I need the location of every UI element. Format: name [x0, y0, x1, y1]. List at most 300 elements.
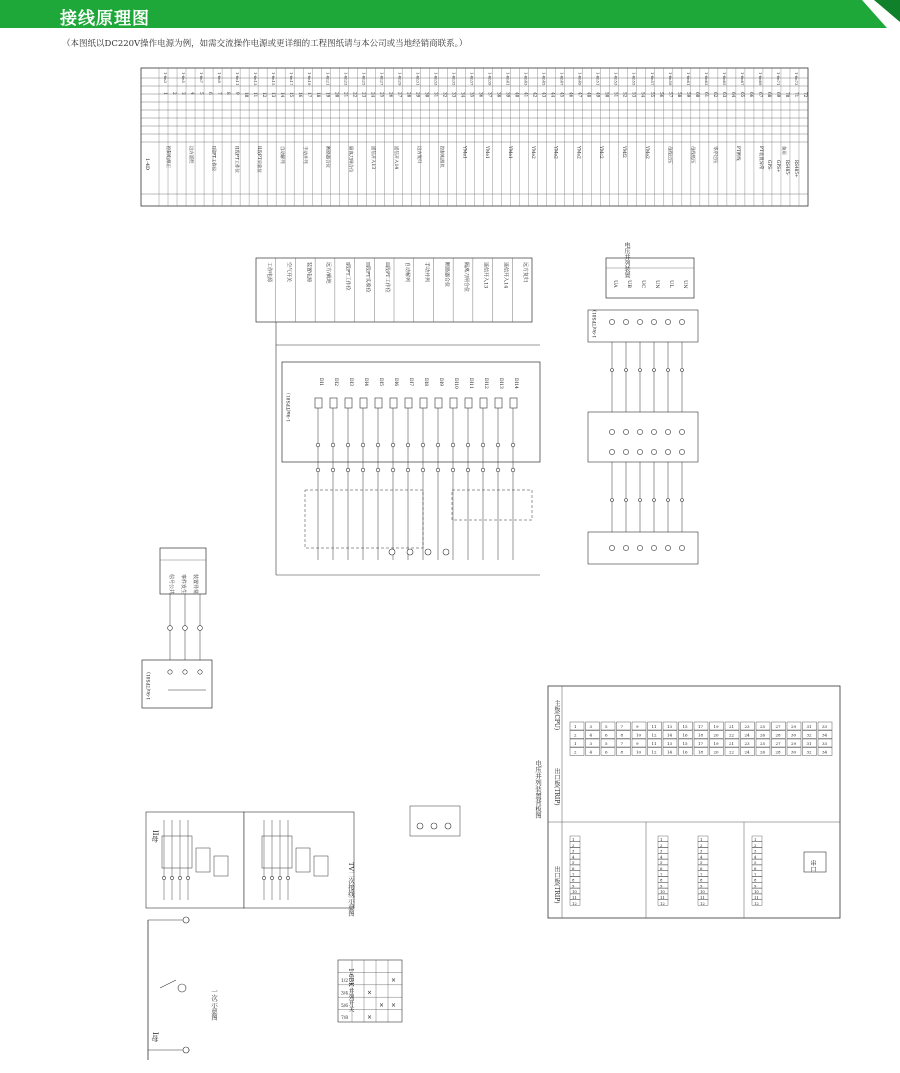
di-terminal	[361, 468, 365, 472]
terminal-number: 18	[316, 92, 322, 98]
terminal-number: 57	[667, 92, 673, 98]
terminal-group-label: YMe2	[575, 146, 581, 159]
terminal-number: 23	[361, 92, 367, 98]
ac-terminal-no: 15	[682, 741, 688, 746]
di-terminal	[436, 443, 440, 447]
terminal-group-label: 母线低压	[689, 146, 695, 164]
ac-terminal-no: 10	[636, 749, 642, 755]
di-input-label: DI9	[438, 378, 443, 387]
terminal-cell-no: 7	[754, 871, 757, 877]
ac-terminal-no: 31	[806, 741, 812, 746]
ac-terminal-no: 29	[791, 741, 797, 746]
terminal-number: 5	[199, 92, 205, 95]
terminal-number: 39	[505, 92, 511, 98]
di-terminal	[361, 443, 365, 447]
ac-terminal	[665, 429, 670, 434]
ac-terminal-no: 29	[791, 724, 797, 729]
ac-terminal-no: 18	[698, 732, 704, 738]
di-header-label: 远方/就地	[325, 262, 331, 284]
terminal-cell-no: 8	[660, 877, 663, 883]
di-input-label: DI12	[483, 378, 488, 389]
di-switch-contact	[443, 549, 449, 555]
terminal-bottom-label: GPS-	[767, 160, 772, 171]
terminal-code: 1-6n45	[541, 72, 547, 86]
di-switch-contact	[407, 549, 413, 555]
terminal-number: 46	[568, 92, 574, 98]
terminal-number: 54	[640, 92, 646, 98]
ac-module-label: 1-9n(TPS81)	[593, 310, 598, 338]
signal-module-box	[142, 660, 212, 708]
terminal-cell-no: 11	[700, 895, 705, 900]
terminal-cell-no: 7	[572, 871, 575, 877]
terminal-code: 1-6n35	[451, 72, 457, 86]
terminal-number: 14	[280, 92, 286, 98]
ac-terminal-no: 12	[651, 749, 657, 755]
ac-node	[625, 499, 628, 502]
terminal-cell-no: 11	[754, 895, 759, 900]
di-terminal	[481, 468, 485, 472]
terminal-number: 52	[622, 92, 628, 98]
ac-terminal	[637, 545, 642, 550]
ac-terminal-no: 4	[589, 749, 593, 755]
ac-terminal-no: 25	[760, 741, 766, 746]
ac-header-label: UL	[668, 280, 674, 288]
terminal-group-label: YMc2	[598, 146, 604, 159]
ac-node	[639, 499, 642, 502]
di-terminal	[391, 443, 395, 447]
ac-terminal-no: 1	[574, 724, 577, 729]
terminal-code: 1-6n15	[271, 72, 277, 86]
di-header-label: 工作电源	[265, 262, 272, 283]
terminal-number: 11	[253, 92, 259, 98]
di-terminal	[496, 443, 500, 447]
terminal-number: 61	[703, 92, 709, 98]
ac-node	[611, 499, 614, 502]
terminal-number: 10	[244, 92, 250, 98]
right-col3: 出口板(TRIP)	[553, 768, 560, 806]
terminal-number: 53	[631, 92, 637, 98]
ac-terminal	[665, 449, 670, 454]
terminal-number: 28	[406, 92, 412, 98]
terminal-group-label: PT断线	[735, 146, 740, 161]
di-header-label: II段PT实验位	[364, 262, 371, 293]
terminal-group-label: 零序过压	[712, 146, 718, 164]
ac-terminal-no: 33	[822, 741, 828, 746]
terminal-number: 17	[307, 92, 313, 98]
terminal-cell-no: 4	[660, 854, 663, 860]
di-terminal	[346, 468, 350, 472]
ac-terminal-no: 34	[822, 732, 828, 738]
ac-terminal-no: 19	[713, 741, 719, 746]
terminal-number: 12	[262, 92, 268, 98]
di-header-label: 手动并列	[423, 262, 430, 283]
di-terminal	[511, 468, 515, 472]
terminal-group-label: 遥信开入13	[370, 146, 376, 170]
terminal-cell-no: 12	[700, 900, 705, 906]
ac-terminal	[609, 319, 614, 324]
terminal-cell-no: 2	[754, 842, 757, 848]
terminal-group-label: 备用	[780, 146, 786, 155]
ac-terminal	[651, 449, 656, 454]
terminal-number: 29	[415, 92, 421, 98]
terminal-number: 55	[649, 92, 655, 98]
right-marker: 串口	[809, 860, 816, 872]
terminal-cell-no: 2	[700, 842, 703, 848]
ac-terminal-no: 21	[729, 724, 735, 729]
terminal-code: 1-6n41	[505, 72, 511, 86]
bus1-label: I母	[151, 1032, 159, 1042]
terminal-group-label: YMf2	[621, 146, 626, 158]
di-terminal	[421, 443, 425, 447]
terminal-cell-no: 7	[700, 871, 703, 877]
terminal-group-label: 断路器合位	[324, 146, 330, 168]
ac-terminal-no: 11	[651, 741, 657, 746]
terminal-number: 43	[541, 92, 547, 98]
di-terminal	[421, 468, 425, 472]
terminal-code: 1-6n13	[253, 72, 259, 86]
pt-terminal	[178, 876, 181, 879]
terminal-group-label: YMe1	[484, 146, 490, 159]
terminal-code: 1-6n9	[217, 72, 223, 83]
terminal-cell-no: 3	[572, 848, 575, 854]
terminal-number: 40	[514, 92, 520, 98]
terminal-cell-no: 7	[660, 871, 663, 877]
terminal-number: 69	[775, 92, 781, 98]
ac-terminal	[623, 545, 628, 550]
terminal-cell-no: 3	[754, 848, 757, 854]
terminal-cell-no: 6	[754, 866, 757, 871]
terminal-cell-no: 6	[700, 866, 703, 871]
switch-contact	[445, 823, 451, 829]
terminal-code: 1-6n71	[775, 72, 781, 86]
di-terminal	[451, 443, 455, 447]
di-header-label: 隔离刀闸合位	[463, 262, 469, 293]
ac-terminal-no: 24	[744, 749, 750, 755]
terminal-number: 63	[721, 92, 727, 98]
di-terminal	[391, 468, 395, 472]
pt-caption-1: TV二次接线示意图	[347, 862, 355, 917]
di-header-label: 遥信开入13	[482, 262, 489, 289]
ac-node	[681, 369, 684, 372]
terminal-number: 38	[496, 92, 502, 98]
ac-terminal	[679, 429, 684, 434]
switch-mark: ×	[367, 1014, 373, 1022]
ac-terminal-no: 11	[651, 724, 657, 729]
di-header-label: 装置电源	[305, 262, 312, 283]
di-terminal	[316, 443, 320, 447]
di-header-label: 遥信开入14	[502, 262, 509, 289]
pt-terminal	[162, 876, 165, 879]
terminal-cell-no: 1	[754, 837, 757, 842]
ac-node	[639, 369, 642, 372]
terminal-number: 49	[595, 92, 601, 98]
terminal-code: 1-6n21	[325, 72, 331, 86]
terminal-group-label: 手动并列	[301, 146, 307, 164]
terminal-code: 1-6n17	[289, 72, 295, 86]
di-input-label: DI11	[468, 378, 473, 389]
terminal-number: 8	[226, 92, 232, 95]
terminal-number: 56	[658, 92, 664, 98]
terminal-cell-no: 12	[660, 900, 665, 906]
terminal-number: 20	[334, 92, 340, 98]
di-terminal	[466, 443, 470, 447]
terminal-number: 60	[694, 92, 700, 98]
ac-terminal-no: 12	[651, 732, 657, 738]
ac-terminal	[651, 319, 656, 324]
ac-terminal-no: 33	[822, 724, 828, 729]
terminal-col-header: 1-4D	[144, 158, 150, 171]
terminal-number: 21	[343, 92, 349, 98]
di-terminal	[331, 443, 335, 447]
terminal-cell-no: 10	[572, 889, 577, 895]
bus2-label: II母	[151, 830, 159, 843]
ac-terminal-no: 30	[791, 732, 797, 738]
terminal-number: 15	[289, 92, 295, 98]
terminal-cell-no: 8	[754, 877, 757, 883]
ac-header-label: UA	[612, 280, 618, 288]
ac-terminal	[651, 545, 656, 550]
di-header-label: 远方复归	[522, 262, 529, 283]
ac-terminal	[665, 545, 670, 550]
ac-terminal-no: 9	[636, 724, 639, 729]
di-module-label: 1-9n(TPS81)	[287, 392, 292, 422]
terminal-group-label: II段PT工作位	[233, 146, 239, 173]
switch-row-label: 1/2	[341, 979, 349, 984]
ac-terminal-no: 26	[760, 732, 766, 738]
ac-terminal	[679, 319, 684, 324]
di-terminal	[376, 443, 380, 447]
signal-header-label: 事件发生	[180, 574, 186, 595]
terminal-code: 1-6n5	[181, 72, 187, 83]
terminal-number: 35	[469, 92, 475, 98]
pt-panel	[146, 812, 354, 1060]
terminal-bottom-label: RS485+	[794, 160, 799, 178]
ac-node	[625, 369, 628, 372]
pt-terminal	[262, 876, 265, 879]
terminal-number: 45	[559, 92, 565, 98]
pt-box-2	[244, 812, 354, 908]
pt-terminal	[278, 876, 281, 879]
terminal-number: 13	[271, 92, 277, 98]
terminal-code: 1-6n19	[307, 72, 313, 86]
terminal-cell-no: 8	[700, 877, 703, 883]
terminal-group-label: YMe1	[507, 146, 512, 159]
terminal-group-label: YMe2	[643, 146, 649, 159]
ac-terminal-no: 22	[729, 732, 735, 738]
terminal-cell-no: 1	[572, 837, 575, 842]
terminal-right-panel	[548, 686, 840, 918]
ac-terminal-no: 1	[574, 741, 577, 746]
right-caption: 电压并列装置背板图	[534, 760, 542, 819]
terminal-group-label: 远方复归	[415, 146, 421, 164]
terminal-cell-no: 1	[700, 837, 703, 842]
di-header-label: 自动解列	[403, 262, 410, 283]
terminal-cell-no: 9	[572, 883, 575, 889]
di-input-label: DI1	[318, 378, 323, 387]
terminal-group-label: 隔离刀闸合位	[347, 146, 353, 173]
signal-terminal	[168, 670, 172, 674]
terminal-cell-no: 5	[754, 860, 757, 866]
terminal-number: 31	[433, 92, 439, 98]
terminal-cell-no: 3	[660, 848, 663, 854]
di-header-label: I段PT工作位	[344, 262, 351, 291]
di-module-box	[282, 362, 540, 462]
ac-terminal-no: 6	[605, 749, 608, 755]
di-terminal	[481, 443, 485, 447]
di-input-label: DI3	[348, 378, 353, 387]
terminal-number: 44	[550, 92, 556, 98]
terminal-number: 19	[325, 92, 331, 98]
terminal-number: 33	[451, 92, 457, 98]
ac-terminal-no: 7	[620, 724, 624, 729]
terminal-code: 1-6n51	[595, 72, 601, 86]
terminal-number: 41	[523, 92, 529, 98]
switch-mark: ×	[367, 989, 373, 997]
terminal-number: 42	[532, 92, 538, 98]
terminal-number: 6	[208, 92, 214, 95]
ac-terminal-no: 30	[791, 749, 797, 755]
terminal-cell-no: 2	[660, 842, 663, 848]
ac-node	[653, 499, 656, 502]
terminal-table-top	[141, 68, 808, 206]
ac-terminal-no: 14	[667, 732, 673, 738]
ac-terminal	[623, 429, 628, 434]
ac-terminal-no: 23	[744, 741, 750, 746]
terminal-number: 3	[181, 92, 187, 95]
ac-terminal-no: 19	[713, 724, 719, 729]
ac-terminal-no: 15	[682, 724, 688, 729]
terminal-number: 51	[613, 92, 619, 98]
terminal-group-label: YMe1	[461, 146, 467, 159]
terminal-number: 47	[577, 92, 583, 98]
switch-row-label: 5/6	[341, 1003, 349, 1009]
ac-terminal-no: 7	[620, 741, 624, 746]
terminal-cell-no: 3	[700, 848, 703, 854]
di-switch-contact	[389, 549, 395, 555]
ac-terminal-no: 3	[589, 724, 593, 729]
ac-terminal-no: 17	[698, 724, 704, 729]
pt-transformer	[183, 1047, 189, 1053]
ac-terminal-no: 27	[775, 741, 781, 746]
terminal-number: 30	[424, 92, 430, 98]
terminal-code: 1-6n29	[397, 72, 403, 86]
terminal-cell-no: 5	[660, 860, 663, 866]
terminal-number: 66	[748, 92, 754, 98]
di-terminal	[466, 468, 470, 472]
ac-terminal-no: 13	[667, 741, 673, 746]
terminal-code: 1-6n63	[703, 72, 709, 86]
terminal-cell-no: 12	[754, 900, 759, 906]
ac-terminal-no: 24	[744, 732, 750, 738]
terminal-cell-no: 12	[572, 900, 577, 906]
signal-terminal	[168, 626, 173, 631]
ac-terminal	[609, 545, 614, 550]
ac-terminal-no: 13	[667, 724, 673, 729]
terminal-number: 9	[235, 92, 241, 95]
di-terminal	[436, 468, 440, 472]
signal-panel	[142, 548, 212, 708]
di-terminal	[406, 443, 410, 447]
signal-header-label: 信号公共	[168, 574, 174, 595]
ac-terminal-no: 22	[729, 749, 735, 755]
switch-row-label: 3/4	[341, 991, 349, 997]
ac-terminal-no: 32	[806, 732, 812, 738]
ac-node	[611, 369, 614, 372]
signal-terminal	[198, 670, 202, 674]
ac-terminal-no: 28	[775, 732, 781, 738]
terminal-cell-no: 11	[660, 895, 665, 900]
terminal-number: 22	[352, 92, 358, 98]
terminal-number: 24	[370, 92, 376, 98]
switch-title: 1-6BK 并列开关	[347, 968, 354, 1013]
di-switch-contact	[425, 549, 431, 555]
ac-terminal-no: 23	[744, 724, 750, 729]
terminal-code: 1-6n11	[235, 72, 241, 86]
terminal-number: 36	[478, 92, 484, 98]
di-input-label: DI8	[423, 378, 428, 387]
switch-table	[338, 806, 460, 1022]
terminal-cell-no: 6	[572, 866, 575, 871]
pt-transformer-core	[178, 984, 186, 992]
switch-row-label: 7/8	[341, 1016, 349, 1022]
di-aux-contact-group	[452, 490, 532, 520]
terminal-code: 1-6n61	[685, 72, 691, 86]
di-input-label: DI6	[393, 378, 398, 387]
terminal-number: 59	[685, 92, 691, 98]
ac-node	[667, 369, 670, 372]
terminal-number: 71	[793, 92, 799, 98]
terminal-group-label: PT装置异常	[757, 146, 763, 170]
switch-mark: ×	[379, 1001, 385, 1009]
switch-mark: ×	[391, 977, 397, 984]
di-terminal	[331, 468, 335, 472]
di-input-label: DI5	[378, 378, 383, 387]
ac-terminal	[679, 545, 684, 550]
di-terminal	[496, 468, 500, 472]
pt-box-1	[146, 812, 244, 908]
signal-terminal	[183, 670, 187, 674]
terminal-number: 2	[172, 92, 178, 95]
terminal-code: 1-6n31	[415, 72, 421, 86]
right-col2: 主板(CPU)	[553, 700, 560, 731]
terminal-group-label: 控制电源正	[165, 146, 170, 168]
ac-terminal	[637, 319, 642, 324]
ac-header-label: UC	[640, 280, 646, 289]
terminal-code: 1-6n57	[649, 72, 655, 86]
terminal-cell-no: 9	[660, 883, 663, 889]
terminal-cell-no: 6	[660, 866, 663, 871]
ac-terminal-no: 3	[589, 741, 593, 746]
ac-terminal-no: 17	[698, 741, 704, 746]
ac-terminal-no: 25	[760, 724, 766, 729]
ac-terminal	[623, 319, 628, 324]
ac-terminal-no: 2	[574, 732, 577, 738]
ac-terminal-no: 32	[806, 749, 812, 755]
terminal-code: 1-6n3	[163, 72, 168, 83]
terminal-number: 65	[739, 92, 745, 98]
ac-terminal-no: 10	[636, 732, 642, 738]
terminal-code: 1-6n23	[343, 72, 349, 86]
terminal-group-label: YMe2	[529, 146, 535, 159]
di-input-label: DI14	[513, 378, 518, 389]
terminal-cell-no: 8	[572, 877, 575, 883]
terminal-number: 26	[388, 92, 394, 98]
terminal-code: 1-6n53	[613, 72, 619, 86]
ac-terminal-no: 26	[760, 749, 766, 755]
di-input-label: DI4	[363, 378, 368, 387]
terminal-code: 1-6n43	[523, 72, 529, 86]
terminal-code: 1-6n69	[757, 72, 763, 86]
